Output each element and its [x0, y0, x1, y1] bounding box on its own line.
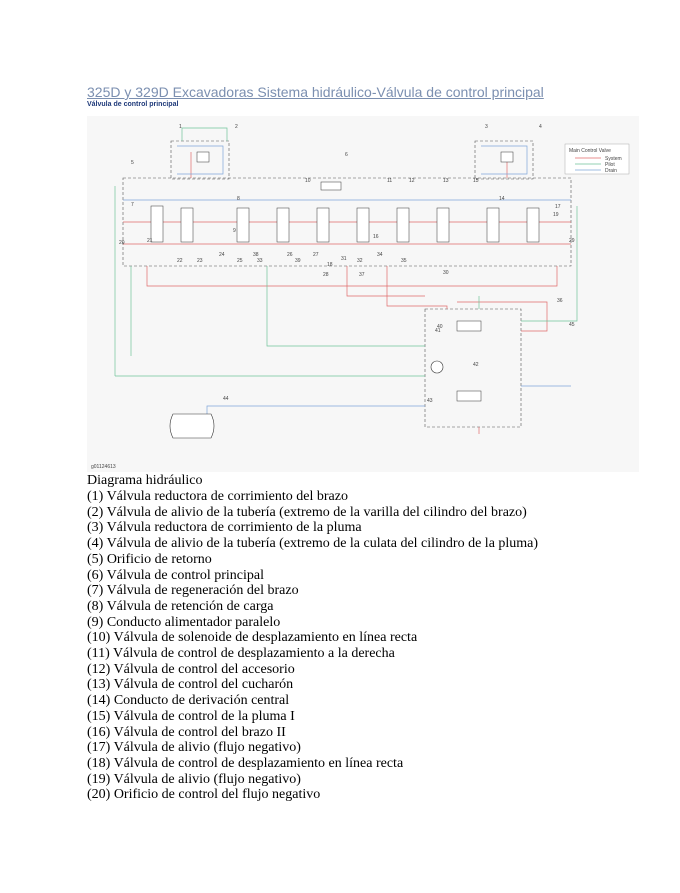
- callout-number: 6: [345, 152, 348, 158]
- callout-number: 39: [295, 258, 301, 264]
- legend-item: (2) Válvula de alivio de la tubería (extremo de la varilla del cilindro del brazo): [87, 504, 527, 520]
- diagram-caption: Diagrama hidráulico: [87, 473, 203, 488]
- callout-number: 1: [179, 124, 182, 130]
- hydraulic-diagram-figure: [87, 116, 639, 472]
- diagram-legend-item: Drain: [605, 168, 617, 174]
- callout-number: 27: [313, 252, 319, 258]
- callout-number: 28: [323, 272, 329, 278]
- callout-number: 14: [499, 196, 505, 202]
- callout-number: 22: [177, 258, 183, 264]
- callout-number: 9: [233, 228, 236, 234]
- callout-number: 25: [237, 258, 243, 264]
- diagram-legend: [565, 144, 629, 174]
- callout-number: 18: [327, 262, 333, 268]
- callout-number: 35: [401, 258, 407, 264]
- callout-number: 31: [341, 256, 347, 262]
- callout-number: 13: [443, 178, 449, 184]
- callout-number: 17: [555, 204, 561, 210]
- legend-item: (11) Válvula de control de desplazamiento a la derecha: [87, 646, 395, 662]
- document-subtitle: Válvula de control principal: [87, 101, 179, 108]
- legend-item: (14) Conducto de derivación central: [87, 693, 290, 709]
- legend-item: (16) Válvula de control del brazo II: [87, 724, 286, 740]
- callout-layer: [119, 124, 575, 404]
- diagram-legend-title: Main Control Valve: [569, 148, 611, 154]
- legend-item: (4) Válvula de alivio de la tubería (extremo de la culata del cilindro de la pluma): [87, 536, 539, 552]
- callout-number: 4: [539, 124, 542, 130]
- legend-item: (17) Válvula de alivio (flujo negativo): [87, 740, 301, 756]
- callout-number: 33: [257, 258, 263, 264]
- legend-item: (8) Válvula de retención de carga: [87, 598, 274, 614]
- callout-number: 34: [377, 252, 383, 258]
- legend-item: (10) Válvula de solenoide de desplazamiento en línea recta: [87, 630, 418, 646]
- callout-number: 29: [569, 238, 575, 244]
- callout-number: 24: [219, 252, 225, 258]
- legend-item: (12) Válvula de control del accesorio: [87, 661, 295, 677]
- pilot-lines: [115, 128, 577, 376]
- legend-item: (15) Válvula de control de la pluma I: [87, 708, 295, 724]
- callout-number: 20: [119, 240, 125, 246]
- system-lines: [123, 152, 571, 434]
- callout-number: 40: [437, 324, 443, 330]
- callout-number: 42: [473, 362, 479, 368]
- callout-number: 32: [357, 258, 363, 264]
- callout-number: 45: [569, 322, 575, 328]
- callout-number: 11: [387, 178, 393, 184]
- component-legend-list: [87, 489, 538, 803]
- callout-number: 12: [409, 178, 415, 184]
- callout-number: 16: [373, 234, 379, 240]
- pump-symbol: [431, 361, 443, 373]
- callout-number: 23: [197, 258, 203, 264]
- callout-number: 21: [147, 238, 153, 244]
- legend-item: (3) Válvula reductora de corrimiento de la pluma: [87, 520, 362, 536]
- callout-number: 7: [131, 202, 134, 208]
- document-title[interactable]: 325D y 329D Excavadoras Sistema hidráulico-Válvula de control principal: [87, 84, 544, 100]
- callout-number: 41: [435, 328, 441, 334]
- callout-number: 37: [359, 272, 365, 278]
- figure-id: g01124613: [91, 464, 116, 470]
- callout-number: 15: [473, 178, 479, 184]
- callout-number: 43: [427, 398, 433, 404]
- diagram-legend-item: Pilot: [605, 162, 615, 168]
- legend-item: (5) Orificio de retorno: [87, 551, 212, 567]
- callout-number: 44: [223, 396, 229, 402]
- legend-item: (18) Válvula de control de desplazamiento en línea recta: [87, 755, 404, 771]
- hydraulic-diagram: [87, 116, 639, 472]
- callout-number: 38: [253, 252, 259, 258]
- callout-number: 26: [287, 252, 293, 258]
- callout-number: 19: [553, 212, 559, 218]
- callout-number: 30: [443, 270, 449, 276]
- legend-item: (20) Orificio de control del flujo negativo: [87, 787, 321, 803]
- spool-valves: [151, 152, 539, 401]
- legend-item: (19) Válvula de alivio (flujo negativo): [87, 771, 301, 787]
- callout-number: 2: [235, 124, 238, 130]
- legend-item: (13) Válvula de control del cucharón: [87, 677, 294, 693]
- legend-item: (6) Válvula de control principal: [87, 567, 265, 583]
- legend-item: (7) Válvula de regeneración del brazo: [87, 583, 299, 599]
- hydraulic-tank: [170, 414, 214, 438]
- legend-item: (9) Conducto alimentador paralelo: [87, 614, 281, 630]
- callout-number: 36: [557, 298, 563, 304]
- callout-number: 3: [485, 124, 488, 130]
- callout-number: 10: [305, 178, 311, 184]
- legend-item: (1) Válvula reductora de corrimiento del brazo: [87, 489, 348, 504]
- diagram-legend-item: System: [605, 156, 622, 162]
- callout-number: 8: [237, 196, 240, 202]
- callout-number: 5: [131, 160, 134, 166]
